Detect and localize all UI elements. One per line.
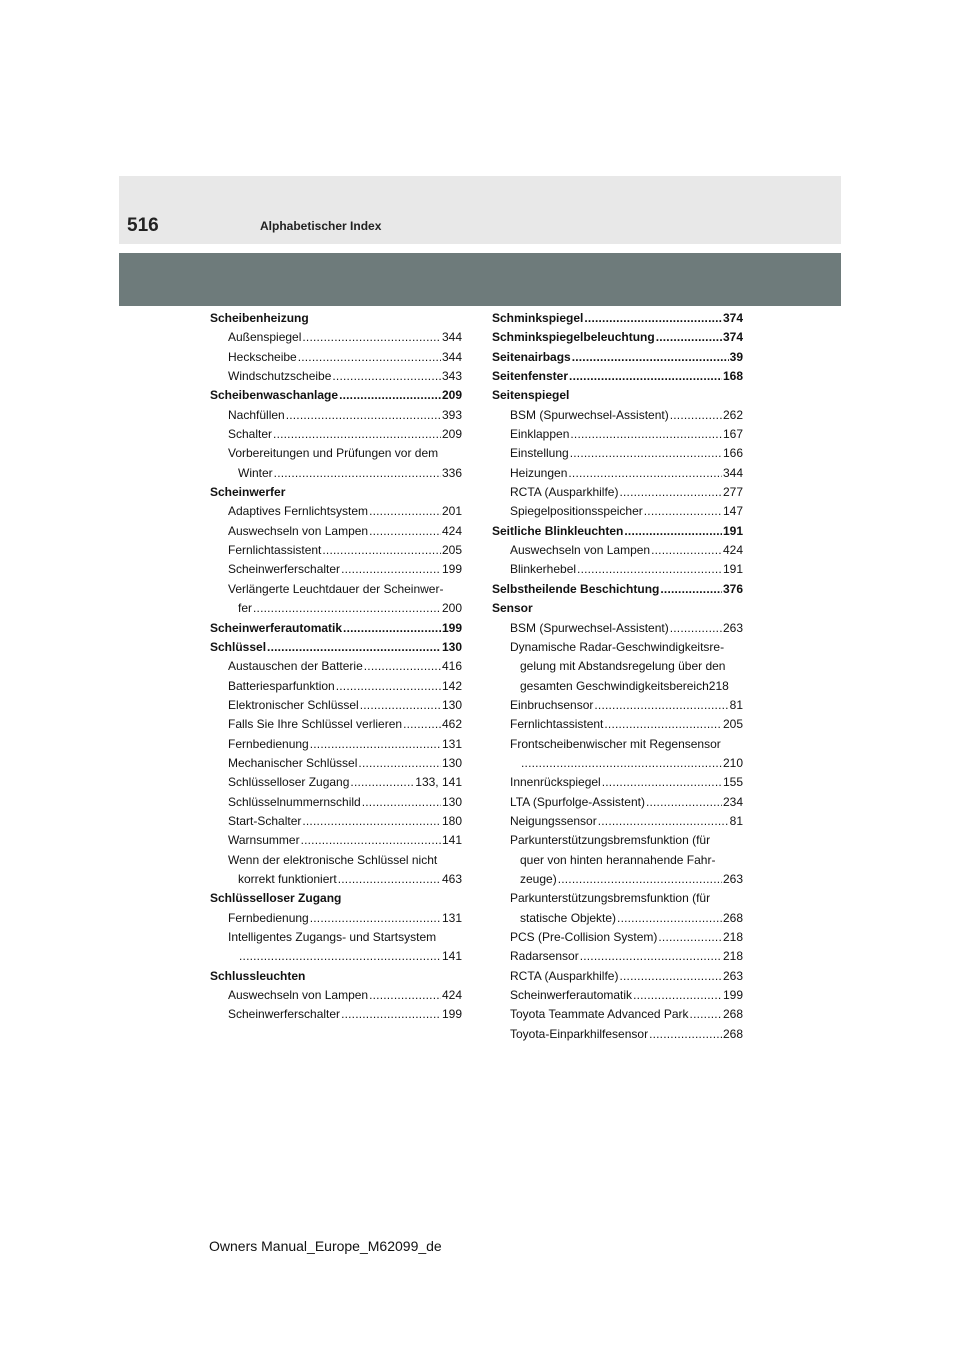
entry-text: Innenrückspiegel (510, 775, 601, 790)
index-entry (492, 928, 743, 947)
decorative-band (119, 253, 841, 306)
entry-text: Scheinwerfer (210, 485, 286, 500)
index-entry (210, 464, 462, 483)
page-reference: 200 (441, 601, 462, 616)
index-entry (210, 677, 462, 696)
entry-text: Warnsummer (228, 833, 300, 848)
dot-leader (690, 1005, 722, 1024)
dot-leader (369, 986, 441, 1005)
entry-text: Heizungen (510, 465, 568, 480)
page-reference: 133, 141 (415, 775, 462, 790)
entry-text: Spiegelpositionsspeicher (510, 504, 643, 519)
dot-leader (362, 793, 441, 812)
index-column-left (210, 309, 462, 1025)
entry-text: Auswechseln von Lampen (228, 988, 369, 1003)
index-entry (492, 793, 743, 812)
page-reference: 209 (441, 427, 462, 442)
entry-text: PCS (Pre-Collision System) (510, 930, 658, 944)
entry-text: Batteriesparfunktion (228, 678, 335, 693)
dot-leader (274, 464, 441, 483)
entry-text: LTA (Spurfolge-Assistent) (510, 794, 645, 809)
entry-text: Wenn der elektronische Schlüssel nicht (228, 852, 438, 867)
entry-text: Winter (238, 465, 273, 480)
entry-text: gelung mit Abstandsregelung über den (520, 659, 726, 674)
entry-text: Heckscheibe (228, 349, 297, 364)
entry-text: Fernlichtassistent (228, 543, 322, 558)
dot-leader (594, 696, 728, 715)
dot-leader (343, 619, 441, 638)
index-entry (492, 406, 743, 425)
index-entry (492, 696, 743, 715)
index-entry (492, 889, 743, 908)
index-entry (492, 619, 743, 638)
entry-text: statische Objekte) (520, 910, 617, 925)
dot-leader (358, 754, 441, 773)
header-band (119, 176, 841, 244)
dot-leader (338, 870, 441, 889)
index-entry (492, 1005, 743, 1024)
entry-text: Schalter (228, 427, 273, 442)
index-entry (210, 986, 462, 1005)
entry-text: Toyota-Einparkhilfesensor (510, 1026, 649, 1041)
entry-text: Scheinwerferschalter (228, 562, 341, 577)
page-reference: 268 (722, 1026, 743, 1041)
page-reference: 131 (441, 910, 462, 925)
entry-text: Einstellung (510, 446, 569, 461)
page-reference: 180 (441, 813, 462, 828)
entry-text: Sensor (492, 601, 533, 616)
index-entry (492, 831, 743, 850)
index-entry (492, 947, 743, 966)
dot-leader (670, 619, 722, 638)
entry-text: Seitenfenster (492, 369, 569, 384)
page-reference: 263 (722, 871, 743, 886)
entry-text: gesamten Geschwindigkeitsbereich218 (520, 678, 729, 693)
entry-text: Außenspiegel (228, 330, 302, 345)
dot-leader (569, 367, 722, 386)
dot-leader (403, 715, 441, 734)
entry-text: Parkunterstützungsbremsfunktion (für (510, 891, 711, 906)
index-entry (210, 599, 462, 618)
dot-leader (570, 444, 722, 463)
entry-text: Schlüsselnummernschild (228, 794, 361, 809)
index-entry (210, 406, 462, 425)
dot-leader (670, 406, 722, 425)
dot-leader (604, 715, 722, 734)
index-entry (210, 793, 462, 812)
entry-text: Auswechseln von Lampen (510, 543, 651, 558)
page-reference: 81 (729, 697, 743, 712)
index-entry (492, 986, 743, 1005)
index-heading (210, 638, 462, 657)
index-entry (492, 444, 743, 463)
dot-leader (336, 677, 441, 696)
page-reference: 199 (722, 988, 743, 1003)
page-reference: 141 (441, 949, 462, 964)
page-reference: 39 (729, 349, 743, 364)
entry-text: Austauschen der Batterie (228, 659, 363, 674)
dot-leader (619, 967, 721, 986)
index-entry (210, 444, 462, 463)
entry-text: Falls Sie Ihre Schlüssel verlieren (228, 717, 403, 732)
dot-leader (649, 1025, 722, 1044)
page-reference: 155 (722, 775, 743, 790)
dot-leader (580, 947, 722, 966)
entry-text: RCTA (Ausparkhilfe) (510, 485, 619, 500)
entry-text: Seitenairbags (492, 349, 571, 364)
index-entry (210, 1005, 462, 1024)
page-reference: 167 (722, 427, 743, 442)
index-entry (492, 851, 743, 870)
index-heading (492, 386, 743, 405)
page-reference: 268 (722, 1007, 743, 1022)
index-entry (492, 425, 743, 444)
page-reference: 344 (722, 465, 743, 480)
page-reference: 141 (441, 833, 462, 848)
page-reference: 199 (441, 1007, 462, 1022)
index-entry (210, 851, 462, 870)
page-reference: 424 (722, 543, 743, 558)
index-entry (492, 773, 743, 792)
dot-leader (660, 580, 722, 599)
index-entry (492, 909, 743, 928)
page-reference: 130 (441, 639, 462, 654)
page-reference: 263 (722, 968, 743, 983)
dot-leader (341, 1005, 441, 1024)
entry-text: Fernlichtassistent (510, 717, 604, 732)
entry-text: Seitliche Blinkleuchten (492, 523, 624, 538)
entry-text: Schlüsselloser Zugang (210, 891, 342, 906)
entry-text: Schminkspiegel (492, 311, 584, 325)
dot-leader (617, 909, 722, 928)
section-title: Alphabetischer Index (260, 219, 382, 233)
entry-text: Seitenspiegel (492, 388, 570, 403)
entry-text: korrekt funktioniert (238, 871, 337, 886)
page-reference: 218 (722, 930, 743, 944)
entry-text: Mechanischer Schlüssel (228, 755, 358, 770)
dot-leader (360, 696, 441, 715)
dot-leader (602, 773, 722, 792)
entry-text: Frontscheibenwischer mit Regensensor (510, 736, 721, 751)
index-entry (210, 696, 462, 715)
dot-leader (286, 406, 441, 425)
page-reference: 199 (441, 562, 462, 577)
index-heading (210, 483, 462, 502)
entry-text: Einklappen (510, 427, 570, 442)
dot-leader (644, 502, 722, 521)
index-entry (210, 328, 462, 347)
page-reference: 462 (441, 717, 462, 732)
entry-text: zeuge) (520, 871, 557, 886)
entry-text: Vorbereitungen und Prüfungen vor dem (228, 446, 439, 461)
page-reference: 130 (441, 697, 462, 712)
entry-text: Auswechseln von Lampen (228, 523, 369, 538)
dot-leader (568, 464, 722, 483)
index-column-right (492, 309, 743, 1044)
index-entry (492, 967, 743, 986)
entry-text: Nachfüllen (228, 407, 285, 422)
index-entry (210, 657, 462, 676)
page-reference: 374 (722, 330, 743, 345)
entry-text: Verlängerte Leuchtdauer der Scheinwer- (228, 581, 444, 596)
dot-leader (598, 812, 729, 831)
dot-leader (369, 522, 441, 541)
page-reference: 374 (722, 311, 743, 325)
index-heading (210, 619, 462, 638)
entry-text: Toyota Teammate Advanced Park (510, 1007, 689, 1022)
index-entry (492, 754, 743, 773)
page-reference: 210 (722, 755, 743, 770)
page-reference: 234 (722, 794, 743, 809)
page-reference: 205 (722, 717, 743, 732)
index-entry (492, 483, 743, 502)
page-reference: 393 (441, 407, 462, 422)
index-entry (210, 348, 462, 367)
page-reference: 376 (722, 581, 743, 596)
index-heading (210, 967, 462, 986)
dot-leader (658, 928, 722, 947)
index-entry (492, 502, 743, 521)
dot-leader (267, 638, 441, 657)
index-entry (210, 367, 462, 386)
dot-leader (369, 502, 441, 521)
entry-text: Parkunterstützungsbremsfunktion (für (510, 833, 711, 848)
entry-text: BSM (Spurwechsel-Assistent) (510, 620, 669, 635)
dot-leader (239, 947, 441, 966)
entry-text: BSM (Spurwechsel-Assistent) (510, 407, 669, 422)
index-heading (210, 889, 462, 908)
page-reference: 142 (441, 678, 462, 693)
entry-text: Start-Schalter (228, 813, 302, 828)
index-entry (210, 754, 462, 773)
index-entry (492, 560, 743, 579)
entry-text: Scheinwerferautomatik (210, 620, 343, 635)
page-reference: 168 (722, 369, 743, 384)
entry-text: Fernbedienung (228, 910, 309, 925)
dot-leader (633, 986, 722, 1005)
index-entry (492, 464, 743, 483)
entry-text: Fernbedienung (228, 736, 309, 751)
index-entry (210, 831, 462, 850)
entry-text: Neigungssensor (510, 813, 597, 828)
index-heading (492, 599, 743, 618)
index-entry (492, 1025, 743, 1044)
index-entry (210, 773, 462, 792)
index-entry (492, 657, 743, 676)
index-entry (210, 947, 462, 966)
entry-text: quer von hinten herannahende Fahr- (520, 852, 716, 867)
page-reference: 191 (722, 562, 743, 577)
page-reference: 166 (722, 446, 743, 461)
page-reference: 147 (722, 504, 743, 519)
entry-text: Blinkerhebel (510, 562, 577, 577)
dot-leader (624, 522, 722, 541)
page-reference: 81 (729, 813, 743, 828)
index-entry (492, 638, 743, 657)
dot-leader (646, 793, 722, 812)
index-entry (210, 870, 462, 889)
entry-text: Elektronischer Schlüssel (228, 697, 359, 712)
index-heading (492, 367, 743, 386)
index-entry (492, 715, 743, 734)
entry-text: Adaptives Fernlichtsystem (228, 504, 369, 519)
dot-leader (656, 328, 722, 347)
page-reference: 130 (441, 794, 462, 809)
dot-leader (302, 812, 441, 831)
dot-leader (364, 657, 441, 676)
dot-leader (577, 560, 722, 579)
dot-leader (339, 386, 441, 405)
dot-leader (584, 309, 722, 328)
index-entry (492, 735, 743, 754)
page-reference: 218 (722, 949, 743, 964)
dot-leader (651, 541, 722, 560)
index-entry (210, 541, 462, 560)
dot-leader (341, 560, 441, 579)
page-reference: 336 (441, 465, 462, 480)
index-entry (210, 735, 462, 754)
dot-leader (572, 348, 729, 367)
page-reference: 463 (441, 871, 462, 886)
index-heading (492, 328, 743, 347)
index-entry (492, 677, 743, 696)
index-entry (492, 870, 743, 889)
page-reference: 424 (441, 523, 462, 538)
entry-text: Scheibenheizung (210, 311, 309, 325)
dot-leader (570, 425, 722, 444)
page-reference: 343 (441, 369, 462, 384)
entry-text: Einbruchsensor (510, 697, 594, 712)
index-heading (492, 522, 743, 541)
index-heading (492, 348, 743, 367)
page-reference: 199 (441, 620, 462, 635)
page-number: 516 (127, 215, 159, 236)
page-reference: 424 (441, 988, 462, 1003)
dot-leader (332, 367, 441, 386)
index-entry (210, 522, 462, 541)
dot-leader (273, 425, 441, 444)
dot-leader (350, 773, 414, 792)
index-heading (210, 309, 462, 328)
dot-leader (310, 909, 441, 928)
entry-text: Windschutzscheibe (228, 369, 332, 384)
entry-text: Schlussleuchten (210, 968, 306, 983)
index-entry (210, 715, 462, 734)
entry-text: Scheibenwaschanlage (210, 388, 339, 403)
index-entry (210, 580, 462, 599)
entry-text: Selbstheilende Beschichtung (492, 581, 660, 596)
index-entry (492, 812, 743, 831)
entry-text: Schminkspiegelbeleuchtung (492, 330, 655, 345)
entry-text: fer (238, 601, 253, 616)
entry-text: RCTA (Ausparkhilfe) (510, 968, 619, 983)
index-entry (210, 560, 462, 579)
index-entry (210, 928, 462, 947)
dot-leader (302, 328, 441, 347)
entry-text: Intelligentes Zugangs- und Startsystem (228, 930, 437, 944)
entry-text: Radarsensor (510, 949, 579, 964)
page-reference: 263 (722, 620, 743, 635)
page-reference: 262 (722, 407, 743, 422)
index-entry (210, 909, 462, 928)
dot-leader (322, 541, 441, 560)
entry-text: Schlüssel (210, 639, 267, 654)
index-heading (492, 580, 743, 599)
page-reference: 344 (441, 349, 462, 364)
page-reference: 209 (441, 388, 462, 403)
page-reference: 131 (441, 736, 462, 751)
dot-leader (521, 754, 722, 773)
dot-leader (301, 831, 441, 850)
index-heading (210, 386, 462, 405)
entry-text: Scheinwerferautomatik (510, 988, 633, 1003)
dot-leader (253, 599, 441, 618)
page-reference: 268 (722, 910, 743, 925)
page-reference: 201 (441, 504, 462, 519)
index-entry (210, 812, 462, 831)
entry-text: Dynamische Radar-Geschwindigkeitsre- (510, 639, 725, 654)
page-reference: 191 (722, 523, 743, 538)
page-reference: 277 (722, 485, 743, 500)
dot-leader (558, 870, 722, 889)
entry-text: Schlüsselloser Zugang (228, 775, 350, 790)
index-entry (492, 541, 743, 560)
dot-leader (298, 348, 441, 367)
index-entry (210, 502, 462, 521)
dot-leader (619, 483, 721, 502)
entry-text: Scheinwerferschalter (228, 1007, 341, 1022)
page-reference: 130 (441, 755, 462, 770)
dot-leader (310, 735, 441, 754)
footer-text: Owners Manual_Europe_M62099_de (209, 1238, 442, 1254)
page-reference: 416 (441, 659, 462, 674)
page-reference: 205 (441, 543, 462, 558)
index-entry (210, 425, 462, 444)
page-reference: 344 (441, 330, 462, 345)
index-heading (492, 309, 743, 328)
